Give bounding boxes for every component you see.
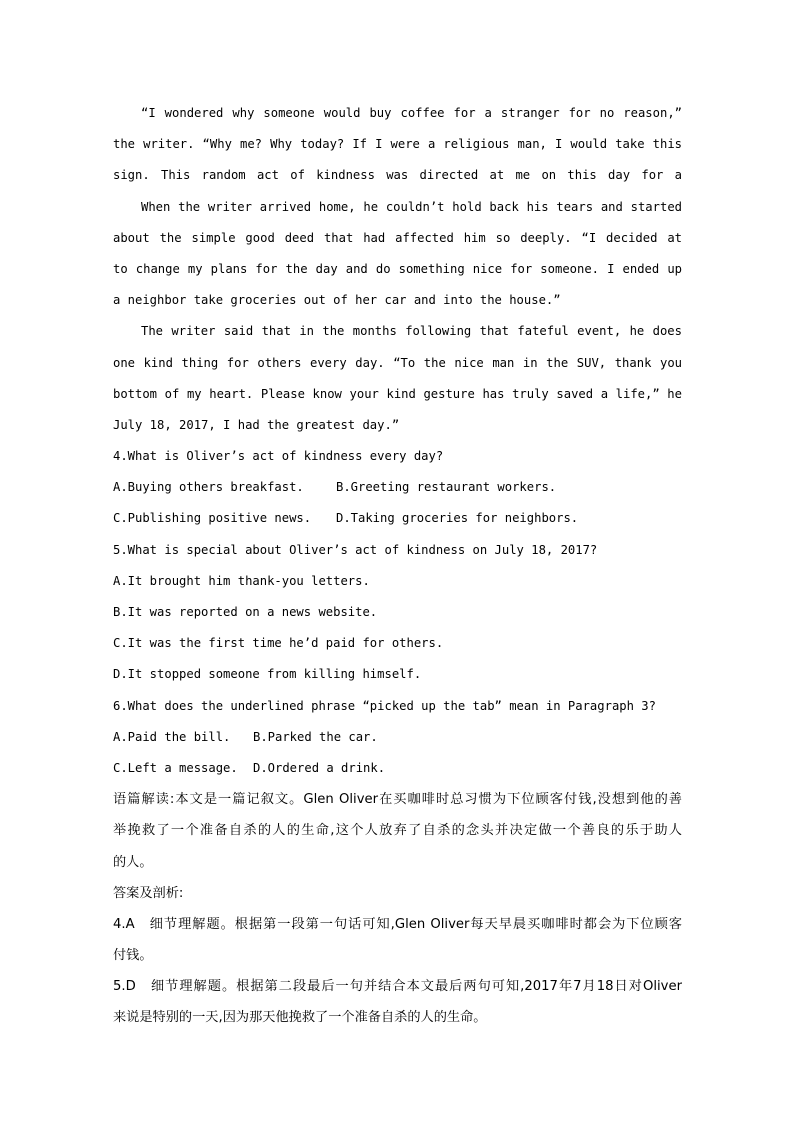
passage-p1-line1: “I wondered why someone would buy coffee for a stranger for no reason,” [141,106,682,120]
document-page [113,98,682,1034]
passage-p1-line3: sign. This random act of kindness was directed at me on this day for a [113,168,682,183]
summary-line1: 语篇解读:本文是一篇记叙文。Glen Oliver在买咖啡时总习惯为下位顾客付钱,没想到他的善 [113,792,682,808]
question-6-options-row2 [113,753,682,784]
summary-line2: 举挽救了一个准备自杀的人的生命,这个人放弃了自杀的念头并决定做一个善良的乐于助人 [113,823,682,839]
passage-p3-line3: bottom of my heart. Please know your kind gesture has truly saved a life,” he [113,386,682,401]
answer-4-line2: 付钱。 [113,948,153,964]
answers-heading: 答案及剖析: [113,885,184,901]
question-6-option-c: C.Left a message. [113,760,238,775]
passage-p3-line4: July 18, 2017, I had the greatest day.” [113,417,400,432]
question-5-option-c: C.It was the first time he’d paid for others. [113,636,444,651]
question-4-option-a: A.Buying others breakfast. [113,480,304,495]
passage-p3-line1: The writer said that in the months following that fateful event, he does [141,324,682,339]
summary-line3: 的人。 [113,854,153,870]
question-6-option-a: A.Paid the bill. [113,729,231,744]
question-4-option-d: D.Taking groceries for neighbors. [336,511,579,526]
passage-p3-line2: one kind thing for others every day. “To the nice man in the SUV, thank you [113,355,682,370]
question-4-option-b: B.Greeting restaurant workers. [336,480,557,495]
question-6-options-row1 [113,722,682,753]
question-6-option-b: B.Parked the car. [253,729,378,744]
answer-4-line1: 4.A 细节理解题。根据第一段第一句话可知,Glen Oliver每天早晨买咖啡时都会为下位顾客 [113,916,682,932]
question-4-options-row1 [113,472,682,503]
question-5-option-b: B.It was reported on a news website. [113,605,378,619]
answer-5-line2: 来说是特别的一天,因为那天他挽救了一个准备自杀的人的生命。 [113,1010,487,1026]
passage-p2-line3: to change my plans for the day and do something nice for someone. I ended up [113,261,682,276]
question-6-stem: 6.What does the underlined phrase “picked up the tab” mean in Paragraph 3? [113,698,656,713]
passage-p1-line2: the writer. “Why me? Why today? If I were a religious man, I would take this [113,137,682,152]
passage-p2-line2: about the simple good deed that had affected him so deeply. “I decided at [113,230,682,245]
answer-5-line1: 5.D 细节理解题。根据第二段最后一句并结合本文最后两句可知,2017年7月18日对Oliver [113,979,682,995]
question-5-stem: 5.What is special about Oliver’s act of kindness on July 18, 2017? [113,542,598,557]
question-4-option-c: C.Publishing positive news. [113,511,312,526]
question-6-option-d: D.Ordered a drink. [253,760,386,775]
question-4-stem: 4.What is Oliver’s act of kindness every day? [113,449,444,464]
question-4-options-row2 [113,503,682,534]
passage-p2-line1: When the writer arrived home, he couldn’t hold back his tears and started [141,199,682,214]
question-5-option-d: D.It stopped someone from killing himself. [113,667,422,682]
passage-p2-line4: a neighbor take groceries out of her car and into the house.” [113,293,561,308]
question-5-option-a: A.It brought him thank-you letters. [113,573,370,588]
